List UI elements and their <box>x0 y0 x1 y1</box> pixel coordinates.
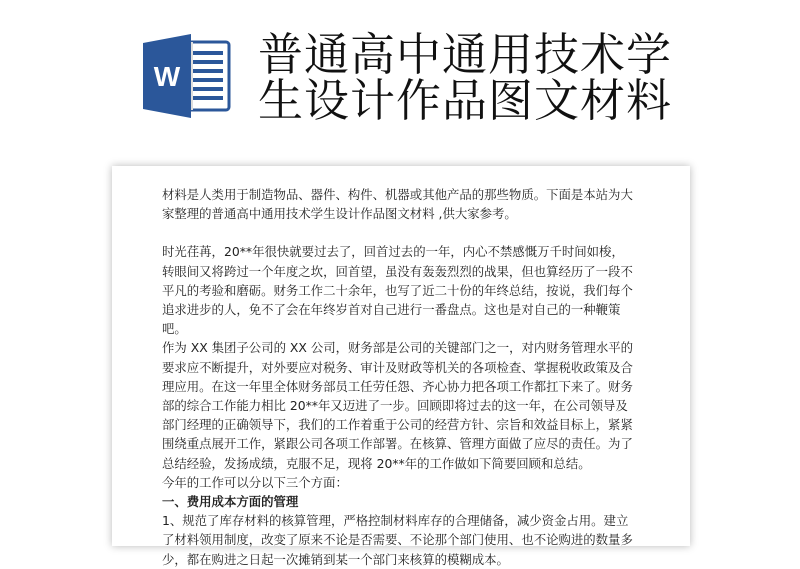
title-line-1: 普通高中通用技术学 <box>258 28 673 81</box>
paragraph: 今年的工作可以分以下三个方面： <box>162 474 348 490</box>
document-body <box>162 185 634 569</box>
document-page <box>112 166 690 567</box>
section-heading: 一、费用成本方面的管理 <box>162 494 299 510</box>
svg-text:W: W <box>153 61 181 92</box>
title-line-2: 生设计作品图文材料 <box>258 74 673 127</box>
paragraph: 1、规范了库存材料的核算管理，严格控制材料库存的合理储备，减少资金占用。建立了材料领用制度，改变了原来不论是否需要、不论那个部门使用、也不论购进的数量多少，都在购进之日起一次摊销到某一个部门来核算的模糊成本。 <box>162 513 633 567</box>
page-title <box>258 28 673 127</box>
word-icon <box>143 34 231 118</box>
paragraph: 时光荏苒，20**年很快就要过去了，回首过去的一年，内心不禁感慨万千时间如梭，转眼间又将跨过一个年度之坎，回首望，虽没有轰轰烈烈的战果，但也算经历了一段不平凡的考验和磨砺。财务工作二十余年，也写了近二十份的年终总结，按说，我们每个追求进步的人，免不了会在年终岁首对自己进行一番盘点。这也是对自己的一种鞭策吧。 <box>162 244 633 337</box>
blank-line <box>162 223 634 242</box>
paragraph: 作为 XX 集团子公司的 XX 公司，财务部是公司的关键部门之一，对内财务管理水平的要求应不断提升，对外要应对税务、审计及财政等机关的各项检查、掌握税收政策及合理应用。在这一年里全体财务部员工任劳任怨、齐心协力把各项工作都扛下来了。财务部的综合工作能力相比 20**年又迈进了一步。回顾即将过去的这一年，在公司领导及部门经理的正确领导下，我们的工作着重于公司的经营方针、宗旨和效益目标上，紧紧围绕重点展开工作，紧跟公司各项工作部署。在核算、管理方面做了应尽的责任。为了总结经验，发扬成绩，克服不足，现将 20**年的工作做如下简要回顾和总结。 <box>162 340 633 471</box>
intro-paragraph: 材料是人类用于制造物品、器件、构件、机器或其他产品的那些物质。下面是本站为大家整理的普通高中通用技术学生设计作品图文材料 ,供大家参考。 <box>162 187 633 222</box>
